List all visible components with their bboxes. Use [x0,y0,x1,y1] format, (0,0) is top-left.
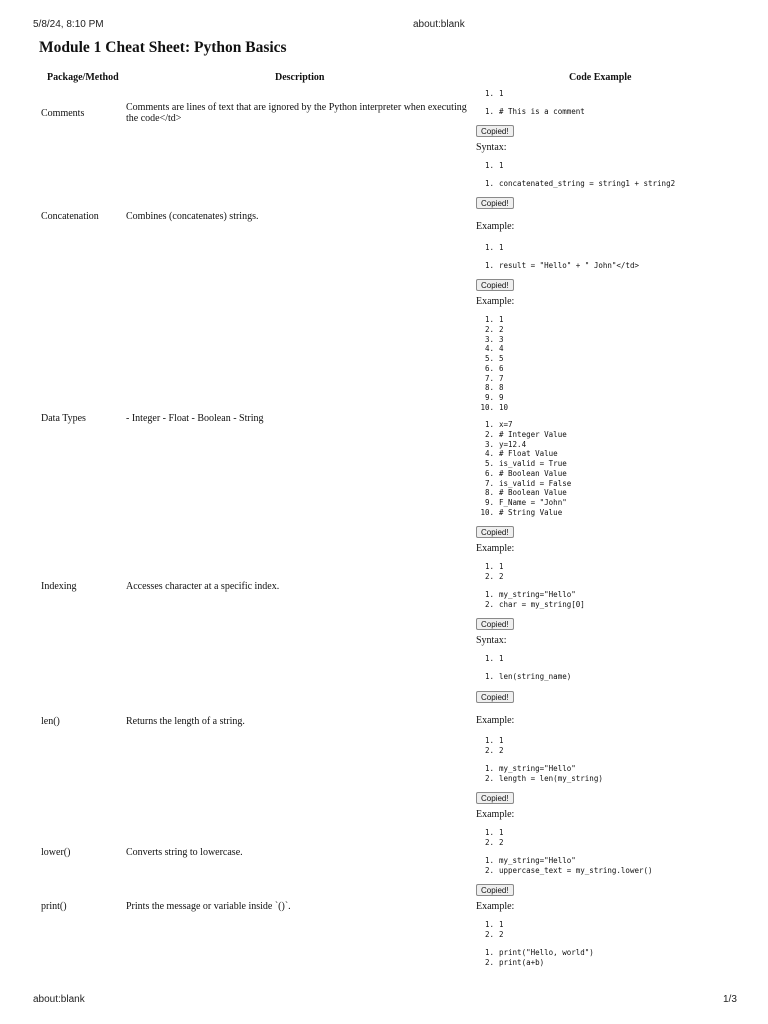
code-line-number: 6. [484,468,494,478]
code-line-text: # Boolean Value [499,488,567,498]
copy-button[interactable]: Copied! [476,884,514,896]
code-lines [476,736,756,756]
example-label: Example: [476,543,515,554]
method-concatenation: Concatenation [41,211,99,222]
code-line [476,958,756,968]
page-title: Module 1 Cheat Sheet: Python Basics [39,39,287,56]
code-line-number: 1. [484,856,494,865]
code-line [476,508,756,518]
code-line-number: 5. [484,459,494,468]
code-lines [476,243,756,253]
code-line-number: 5. [484,354,494,363]
code-line-number: 2. [484,957,494,967]
code-line-number: 1. [484,736,494,745]
code-lines [476,107,756,117]
code-line [476,243,756,253]
code-block [476,107,756,117]
code-line [476,315,756,325]
code-line-text: 9 [499,393,504,402]
code-line-text: # Boolean Value [499,468,567,478]
code-line-text: # This is a comment [499,107,585,116]
method-indexing: Indexing [41,581,77,592]
code-lines [476,856,756,876]
code-line-text: F_Name = "John" [499,498,567,507]
code-line-number: 6. [484,363,494,373]
code-line [476,344,756,354]
code-line-text: 3 [499,334,504,344]
code-line-number: 2. [484,324,494,334]
code-line-numbers [476,89,756,99]
code-block [476,764,756,784]
code-line-text: is_valid = True [499,459,567,468]
code-line-number: 1. [484,261,494,270]
code-line [476,828,756,838]
code-line-number: 2. [484,599,494,609]
code-line-text: x=7 [499,420,513,429]
code-lines [476,948,756,968]
code-line [476,430,756,440]
copy-button[interactable]: Copied! [476,526,514,538]
code-line-text: concatenated_string = string1 + string2 [499,179,676,188]
code-line-number: 2. [484,429,494,439]
code-line-number: 1. [484,920,494,929]
code-line-number: 8. [484,383,494,393]
copy-button[interactable]: Copied! [476,197,514,209]
code-line [476,856,756,866]
code-line [476,107,756,117]
syntax-label: Syntax: [476,142,507,153]
code-line [476,449,756,459]
code-line-text: 1 [499,161,504,170]
code-line [476,393,756,403]
code-line-number: 10. [480,402,494,412]
page-counter: 1/3 [723,994,737,1005]
code-lines [476,764,756,784]
copy-button[interactable]: Copied! [476,691,514,703]
code-block [476,179,756,189]
code-line [476,920,756,930]
code-lines [476,89,756,99]
code-line [476,364,756,374]
code-line [476,562,756,572]
code-line-numbers [476,920,756,940]
desc-lower: Converts string to lowercase. [126,847,243,858]
method-print: print() [41,901,67,912]
code-lines [476,161,756,171]
code-line-number: 1. [484,764,494,773]
method-comments: Comments [41,108,85,119]
code-line [476,335,756,345]
copy-button[interactable]: Copied! [476,792,514,804]
code-line-text: 2 [499,324,504,334]
code-line-text: 2 [499,745,504,755]
code-line-number: 9. [484,498,494,507]
code-line-number: 1. [484,243,494,252]
code-line-text: # Integer Value [499,429,567,439]
code-line-text: 1 [499,920,504,929]
code-line-number: 1. [484,562,494,571]
code-line-number: 2. [484,865,494,875]
code-line-numbers [476,243,756,253]
copy-button[interactable]: Copied! [476,618,514,630]
code-line-text: my_string="Hello" [499,764,576,773]
code-line-text: length = len(my_string) [499,773,603,783]
code-lines [476,315,756,413]
code-line [476,161,756,171]
code-line-text: 2 [499,929,504,939]
code-block [476,948,756,968]
code-line [476,654,756,664]
code-line [476,498,756,508]
print-url-footer: about:blank [33,994,85,1005]
code-line-text: 2 [499,571,504,581]
code-line [476,354,756,364]
code-line [476,672,756,682]
code-line [476,420,756,430]
code-line-numbers [476,315,756,413]
method-lower: lower() [41,847,71,858]
example-label: Example: [476,715,515,726]
print-url-header: about:blank [413,19,465,30]
code-line-number: 1. [484,420,494,429]
example-label: Example: [476,809,515,820]
code-line-numbers [476,736,756,756]
code-line-number: 1. [484,672,494,681]
header-description: Description [275,72,325,83]
code-line [476,261,756,271]
code-line [476,488,756,498]
code-line-text: 4 [499,344,504,354]
desc-data-types: - Integer - Float - Boolean - String [126,413,264,424]
code-line-numbers [476,562,756,582]
code-line-number: 1. [484,315,494,324]
code-line-number: 3. [484,439,494,449]
code-line-numbers [476,654,756,664]
code-line-number: 1. [484,179,494,188]
code-line [476,948,756,958]
print-datetime: 5/8/24, 8:10 PM [33,19,104,30]
header-package-method: Package/Method [47,72,119,83]
code-line-number: 8. [484,488,494,498]
code-line-text: 1 [499,315,504,324]
code-line-numbers [476,161,756,171]
code-line-text: # String Value [499,507,563,517]
syntax-label: Syntax: [476,635,507,646]
copy-button[interactable]: Copied! [476,279,514,291]
code-line-text: 5 [499,354,504,363]
copy-button[interactable]: Copied! [476,125,514,137]
code-line-number: 1. [484,654,494,663]
code-line-number: 7. [484,373,494,383]
code-lines [476,654,756,664]
code-line-text: char = my_string[0] [499,599,585,609]
code-line-text: 1 [499,89,504,98]
code-line-text: y=12.4 [499,439,527,449]
example-label: Example: [476,221,515,232]
code-lines [476,828,756,848]
code-line-text: 10 [499,402,509,412]
code-block [476,590,756,610]
code-line-text: 2 [499,837,504,847]
code-lines [476,920,756,940]
code-line-text: 1 [499,562,504,571]
example-label: Example: [476,901,515,912]
code-line-number: 1. [484,161,494,170]
code-line [476,590,756,600]
code-line-text: 1 [499,654,504,663]
desc-comments: Comments are lines of text that are ignored by the Python interpreter when executing the code</td> [126,102,467,124]
code-line-number: 1. [484,828,494,837]
code-line-number: 10. [480,507,494,517]
code-lines [476,179,756,189]
code-line-number: 2. [484,929,494,939]
desc-concatenation: Combines (concatenates) strings. [126,211,259,222]
code-line [476,600,756,610]
example-label: Example: [476,296,515,307]
code-line [476,736,756,746]
code-line-number: 1. [484,948,494,957]
code-line-number: 1. [484,89,494,98]
code-line-text: 1 [499,736,504,745]
method-data-types: Data Types [41,413,86,424]
desc-indexing: Accesses character at a specific index. [126,581,280,592]
code-line-number: 1. [484,590,494,599]
code-line [476,179,756,189]
code-block [476,672,756,682]
code-line [476,440,756,450]
code-line-text: 8 [499,383,504,393]
code-line-text: len(string_name) [499,672,572,681]
code-line-number: 2. [484,745,494,755]
code-line [476,746,756,756]
code-line [476,325,756,335]
code-line [476,403,756,413]
code-line [476,479,756,489]
code-line [476,866,756,876]
code-line-text: my_string="Hello" [499,856,576,865]
code-line-text: uppercase_text = my_string.lower() [499,865,653,875]
code-line [476,383,756,393]
code-line-text: 7 [499,373,504,383]
code-line-text: 6 [499,363,504,373]
code-line-text: print(a+b) [499,957,545,967]
code-line [476,374,756,384]
code-lines [476,261,756,271]
code-line-number: 2. [484,571,494,581]
code-line-number: 9. [484,393,494,402]
code-line-number: 7. [484,478,494,488]
method-len: len() [41,716,60,727]
desc-len: Returns the length of a string. [126,716,245,727]
code-line [476,572,756,582]
code-line [476,774,756,784]
code-block [476,261,756,271]
code-lines [476,672,756,682]
code-line [476,838,756,848]
code-line-text: # Float Value [499,449,558,459]
code-line-text: result = "Hello" + " John"</td> [499,261,639,270]
code-line [476,459,756,469]
code-lines [476,590,756,610]
code-line-text: is_valid = False [499,478,572,488]
code-line-number: 2. [484,773,494,783]
code-line-number: 4. [484,449,494,459]
code-lines [476,562,756,582]
desc-print: Prints the message or variable inside `()`. [126,901,291,912]
code-line-number: 1. [484,107,494,116]
code-line [476,930,756,940]
code-lines [476,420,756,518]
header-code-example: Code Example [569,72,632,83]
code-line [476,764,756,774]
code-line-numbers [476,828,756,848]
code-block [476,856,756,876]
code-line [476,89,756,99]
code-line-number: 3. [484,334,494,344]
code-line-text: my_string="Hello" [499,590,576,599]
code-line-number: 4. [484,344,494,354]
code-block [476,420,756,518]
code-line-text: 1 [499,243,504,252]
code-line-number: 2. [484,837,494,847]
code-line [476,469,756,479]
code-line-text: 1 [499,828,504,837]
code-line-text: print("Hello, world") [499,948,594,957]
